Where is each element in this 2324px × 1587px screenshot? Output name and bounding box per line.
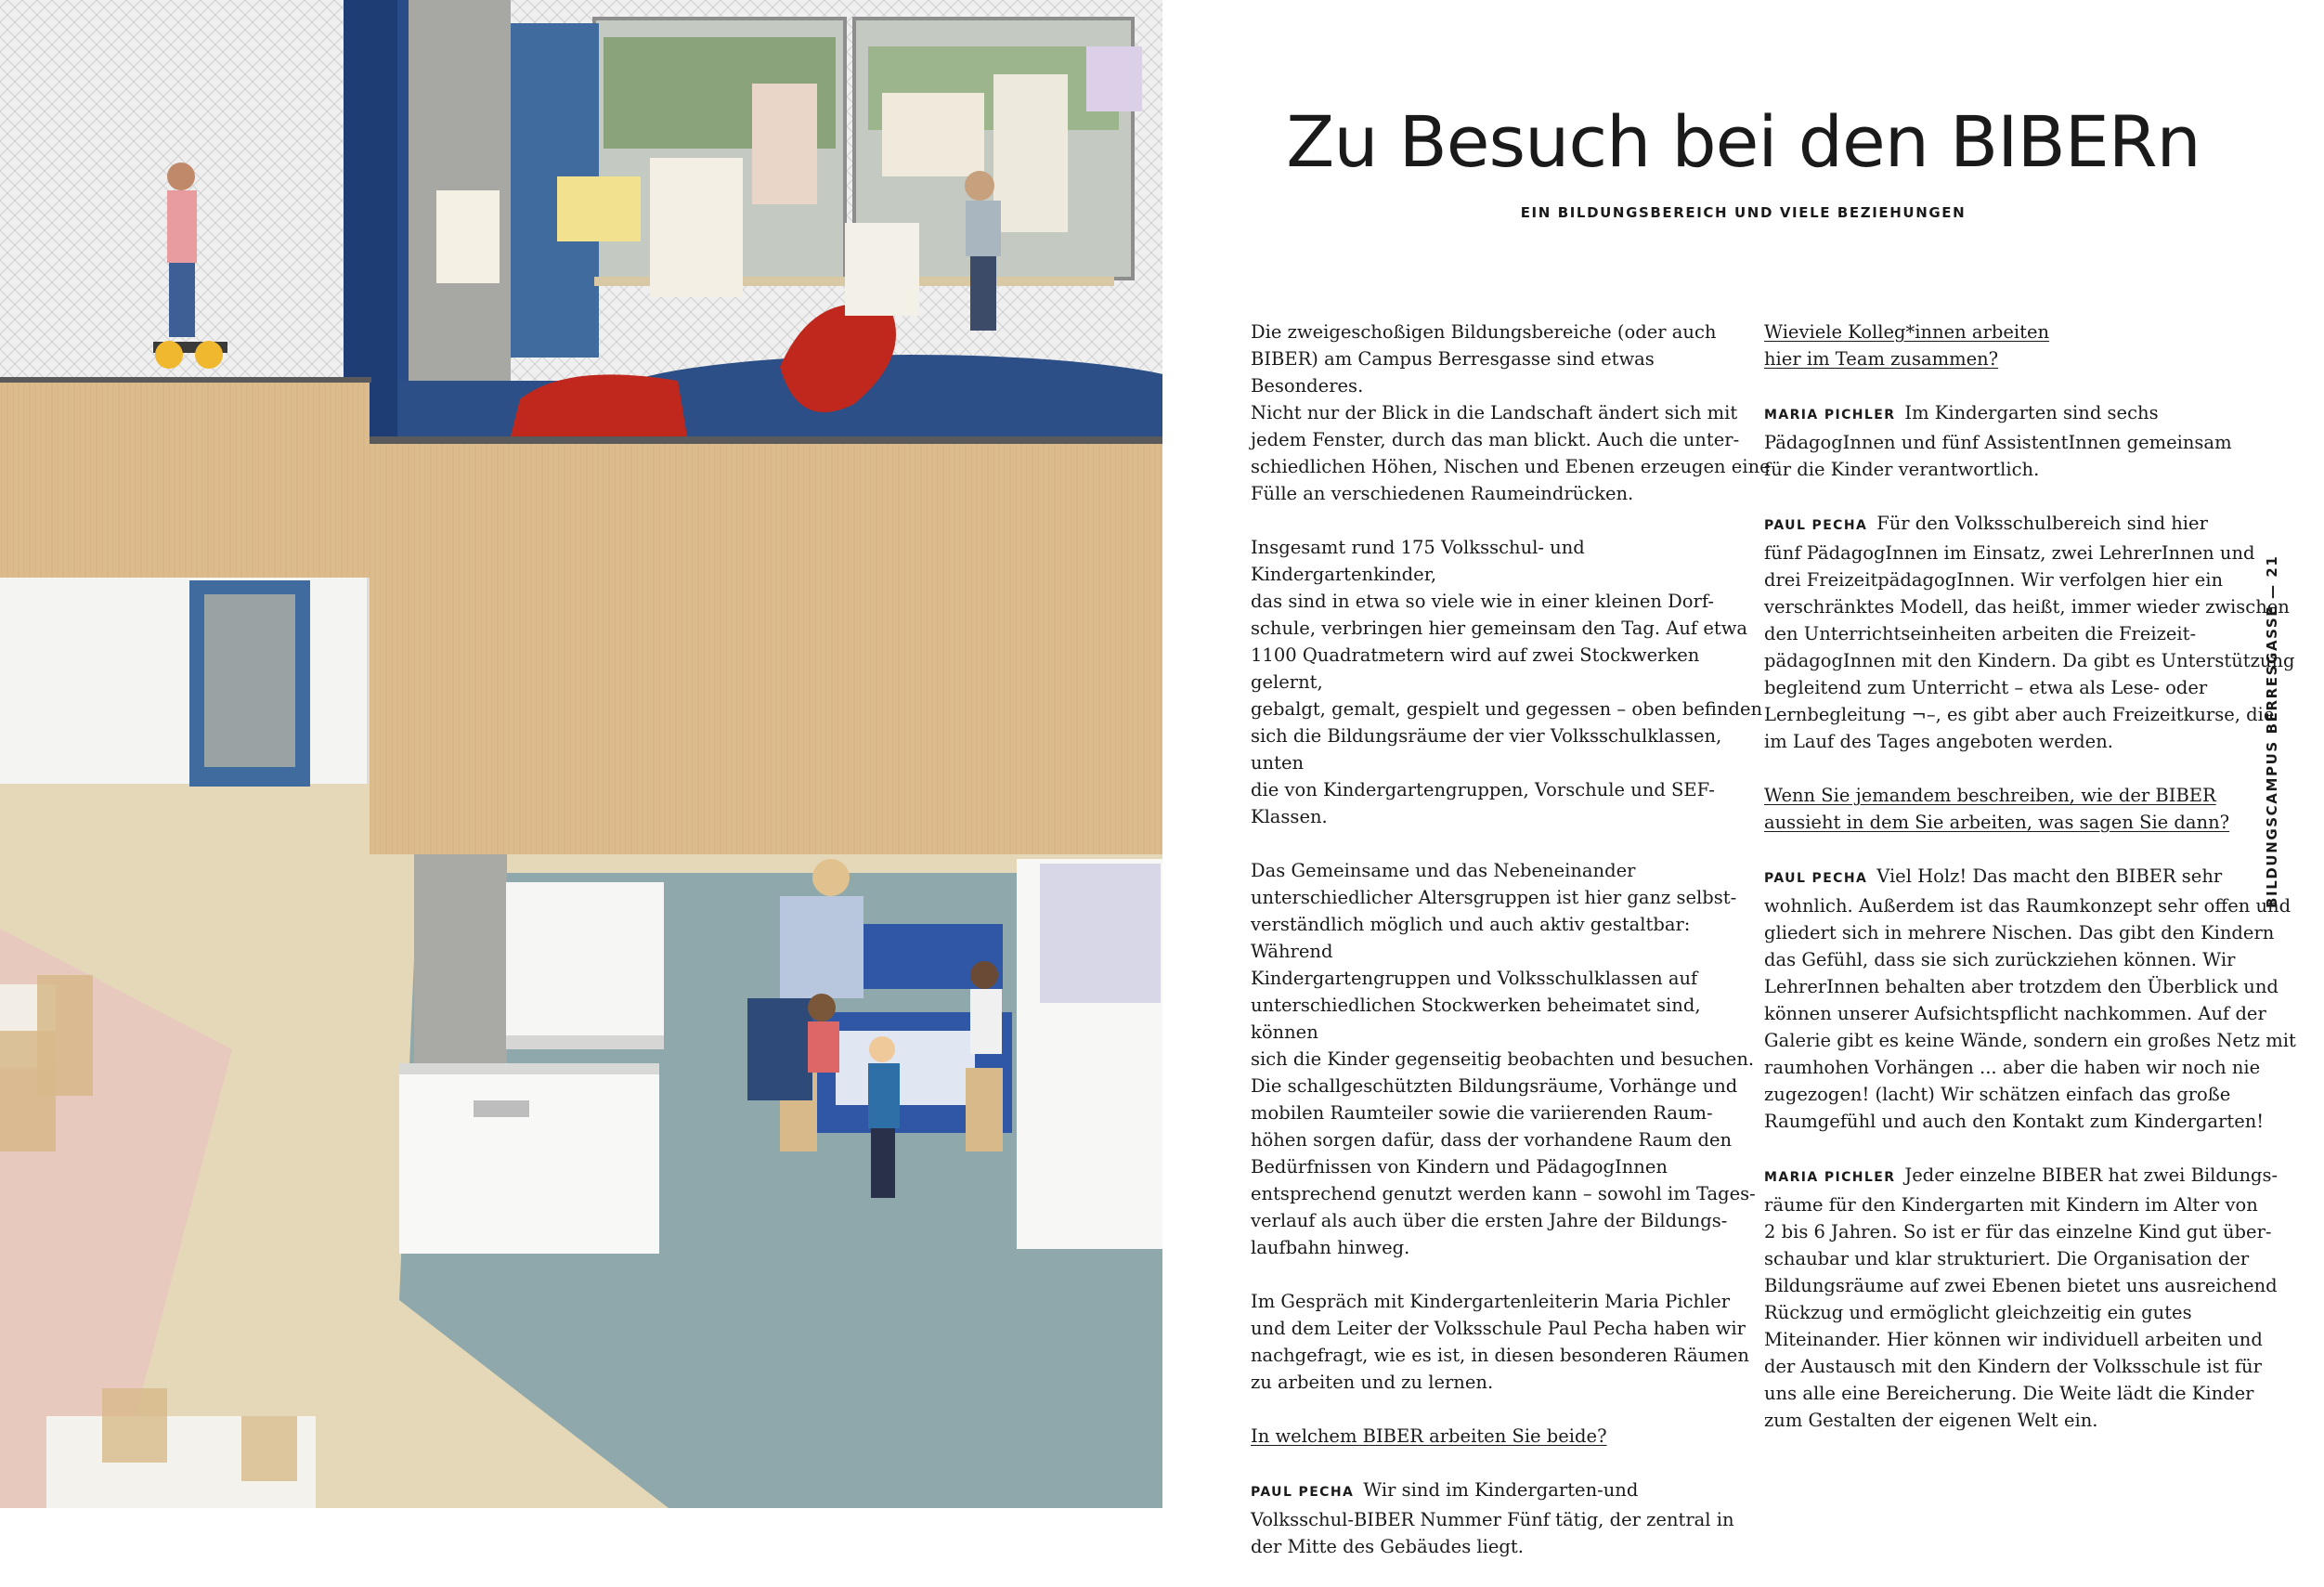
kitchen-counter-front <box>399 1068 659 1254</box>
interview-question: In welchem BIBER arbeiten Sie beide? <box>1251 1425 1607 1447</box>
body-paragraph: Die zweigeschoßigen Bildungsbereiche (oder auch BIBER) am Campus Berresgasse sind etwas Besonderes. Nicht nur der Blick in die Landschaft ändert sich mit jedem Fenster, durch das man blickt. Auch die unter- schiedlichen Höhen, Nischen und Ebenen erzeugen eine Fülle an verschiedenen Raumeindrücken. <box>1251 321 1771 504</box>
running-head: BILDUNGSCAMPUS BERRESGASSE — 21 <box>2264 554 2280 908</box>
interior-photo <box>0 0 1162 1508</box>
speaker-name: PAUL PECHA <box>1764 518 1868 533</box>
article-page <box>1162 0 2324 1557</box>
body-paragraph: Im Gespräch mit Kindergartenleiterin Maria Pichler und dem Leiter der Volksschule Paul Pecha haben wir nachgefragt, wie es ist, in diesen besonderen Räumen zu arbeiten und zu lernen. <box>1251 1291 1749 1393</box>
answer-text: Viel Holz! Das macht den BIBER sehr wohnlich. Außerdem ist das Raumkonzept sehr offen und gliedert sich in mehrere Nischen. Das gibt den Kindern das Gefühl, dass sie sich zurückziehen können. Wir LehrerInnen behalten aber trotzdem den Überblick und können unserer Aufsichtspflicht nachkommen. Auf der Galerie gibt es keine Wände, sondern ein großes Netz mit raumhohen Vorhängen ... aber die haben wir noch nie zugezogen! (lacht) Wir schätzen einfach das große Raumgefühl und auch den Kontakt zum Kindergarten! <box>1764 865 2296 1132</box>
interview-answer <box>1764 1162 2321 1434</box>
interview-answer <box>1764 399 2321 483</box>
interview-question: Wenn Sie jemandem beschreiben, wie der BIBER aussieht in dem Sie arbeiten, was sagen Sie dann? <box>1764 785 2230 833</box>
answer-text: Für den Volksschulbereich sind hier fünf PädagogInnen im Einsatz, zwei LehrerInnen und drei FreizeitpädagogInnen. Wir verfolgen hier ein verschränktes Modell, das heißt, immer wieder zwischen den Unterrichtseinheiten arbeiten die Freizeit- pädagogInnen mit den Kindern. Da gibt es Unterstützung begleitend zum Unterricht – etwa als Lese- oder Lernbegleitung ¬–, es gibt aber auch Freizeitkurse, die im Lauf des Tages angeboten werden. <box>1764 513 2295 752</box>
answer-text: Im Kindergarten sind sechs PädagogInnen und fünf AssistentInnen gemeinsam für die Kinder verantwortlich. <box>1764 402 2232 480</box>
page-title: Zu Besuch bei den BIBERn <box>1286 100 2201 183</box>
wood-panel-main <box>370 441 1162 854</box>
interview-answer <box>1251 1476 1771 1560</box>
speaker-name: MARIA PICHLER <box>1764 1170 1896 1185</box>
column-right <box>1764 319 2321 1461</box>
answer-text: Jeder einzelne BIBER hat zwei Bildungs- räume für den Kindergarten mit Kindern im Alter von 2 bis 6 Jahren. So ist er für das einzelne Kind gut über- schaubar und klar strukturiert. Die Organisation der Bildungsräume auf zwei Ebenen bietet uns ausreichend Rückzug und ermöglicht gleichzeitig ein gutes Miteinander. Hier können wir individuell arbeiten und der Austausch mit den Kindern der Volksschule ist für uns alle eine Bereicherung. Die Weite lädt die Kinder zum Gestalten der eigenen Welt ein. <box>1764 1164 2279 1431</box>
speaker-name: PAUL PECHA <box>1764 871 1868 886</box>
kitchen-counter-back <box>506 882 664 1040</box>
interview-answer <box>1764 510 2321 755</box>
body-paragraph: Das Gemeinsame und das Nebeneinander unterschiedlicher Altersgruppen ist hier ganz selbst- verständlich möglich und auch aktiv gestaltbar: Während Kindergartengruppen und Volksschulklassen auf unterschiedlichen Stockwerken beheimatet sind, können sich die Kinder gegenseitig beobachten und besuchen. Die schallgeschützten Bildungsräume, Vorhänge und mobilen Raumteiler sowie die variierenden Raum- höhen sorgen dafür, dass der vorhandene Raum den Bedürfnissen von Kindern und PädagogInnen entsprechend genutzt werden kann – sowohl im Tages- verlauf als auch über die ersten Jahre der Bildungs- laufbahn hinweg. <box>1251 860 1756 1258</box>
interview-question: Wieviele Kolleg*innen arbeiten hier im Team zusammen? <box>1764 321 2050 370</box>
column-left <box>1251 319 1771 1587</box>
body-paragraph: Insgesamt rund 175 Volksschul- und Kindergartenkinder, das sind in etwa so viele wie in einer kleinen Dorf- schule, verbringen hier gemeinsam den Tag. Auf etwa 1100 Quadratmetern wird auf zwei Stockwerken gelernt, gebalgt, gemalt, gespielt und gegessen – oben befinden sich die Bildungsräume der vier Volksschulklassen, unten die von Kindergartengruppen, Vorschule und SEF-Klassen. <box>1251 537 1763 827</box>
page-subtitle: EIN BILDUNGSBEREICH UND VIELE BEZIEHUNGEN <box>1520 204 1967 221</box>
speaker-name: PAUL PECHA <box>1251 1485 1355 1500</box>
wood-panel-left <box>0 381 370 578</box>
answer-text: Wir sind im Kindergarten-und Volksschul-BIBER Nummer Fünf tätig, der zentral in der Mitte des Gebäudes liegt. <box>1251 1479 1734 1557</box>
interview-answer <box>1764 863 2321 1135</box>
speaker-name: MARIA PICHLER <box>1764 408 1896 423</box>
